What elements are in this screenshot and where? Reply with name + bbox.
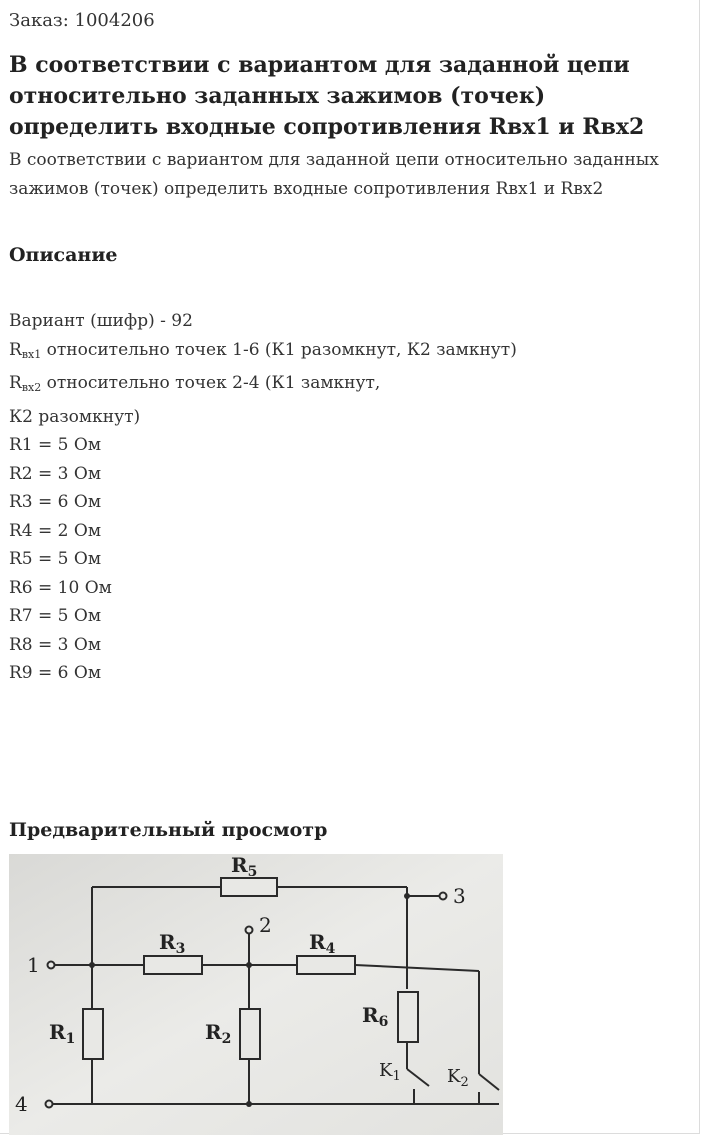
label-k1: $K_1$ <box>379 1060 401 1084</box>
rin2-text: относительно точек 2-4 (К1 замкнут, <box>41 373 381 393</box>
label-node1: 1 <box>27 953 40 977</box>
junction-dot <box>246 1101 252 1107</box>
rin1-symbol: R <box>9 339 22 360</box>
page-title: В соответствии с вариантом для заданной цепи относительно заданных зажимов (точек) определить входные сопротивления Rвх1 и Rвх2 <box>9 52 645 140</box>
terminal-node4 <box>46 1101 53 1108</box>
rin2-continuation: К2 разомкнут) <box>9 406 141 427</box>
variant-line: Вариант (шифр) - 92 <box>9 311 193 331</box>
label-r6: $R_6$ <box>362 1003 389 1030</box>
rin2-line <box>9 369 689 403</box>
resistor-value: R1 = 5 Ом <box>9 435 102 455</box>
circuit-preview-image <box>9 854 503 1135</box>
lead-text: В соответствии с вариантом для заданной цепи относительно заданных зажимов (точек) определить входные сопротивления Rвх1 и Rвх2 <box>9 150 659 199</box>
resistor-value: R6 = 10 Ом <box>9 577 112 598</box>
label-node3: 3 <box>453 884 466 908</box>
label-r3: $R_3$ <box>159 930 186 957</box>
label-r4: $R_4$ <box>309 930 336 957</box>
label-r5: $R_5$ <box>231 854 258 880</box>
terminal-node3 <box>440 893 447 900</box>
terminal-node1 <box>48 962 55 969</box>
terminal-node2 <box>246 927 253 934</box>
resistor-r1 <box>83 1009 103 1059</box>
junction-dot <box>404 893 410 899</box>
resistor-value: R9 = 6 Ом <box>9 663 102 683</box>
label-r1: $R_1$ <box>49 1020 76 1047</box>
junction-dot <box>89 962 95 968</box>
resistor-r6 <box>398 992 418 1042</box>
label-k2: $K_2$ <box>447 1066 469 1090</box>
resistor-value: R8 = 3 Ом <box>9 634 102 655</box>
resistor-r5 <box>221 878 277 896</box>
label-node2: 2 <box>259 913 272 937</box>
resistor-value: R4 = 2 Ом <box>9 520 102 541</box>
rin2-symbol: R <box>9 373 22 393</box>
preview-heading: Предварительный просмотр <box>9 819 328 841</box>
rin1-text: относительно точек 1-6 (К1 разомкнут, К2 замкнут) <box>41 339 517 360</box>
resistor-value: R2 = 3 Ом <box>9 463 102 484</box>
description-heading: Описание <box>9 244 118 266</box>
resistor-value: R5 = 5 Ом <box>9 549 102 569</box>
label-r2: $R_2$ <box>205 1020 232 1047</box>
rin1-line <box>9 336 689 370</box>
resistor-r4 <box>297 956 355 974</box>
label-node4: 4 <box>15 1092 28 1116</box>
resistor-r3 <box>144 956 202 974</box>
resistor-value: R3 = 6 Ом <box>9 492 102 512</box>
circuit-diagram <box>9 854 503 1135</box>
resistor-value: R7 = 5 Ом <box>9 606 102 626</box>
description-body <box>9 307 689 688</box>
order-number: Заказ: 1004206 <box>9 10 155 31</box>
resistor-r2 <box>240 1009 260 1059</box>
rin2-subscript: вх2 <box>21 381 42 394</box>
rin1-subscript: вх1 <box>21 347 42 361</box>
junction-dot <box>246 962 252 968</box>
